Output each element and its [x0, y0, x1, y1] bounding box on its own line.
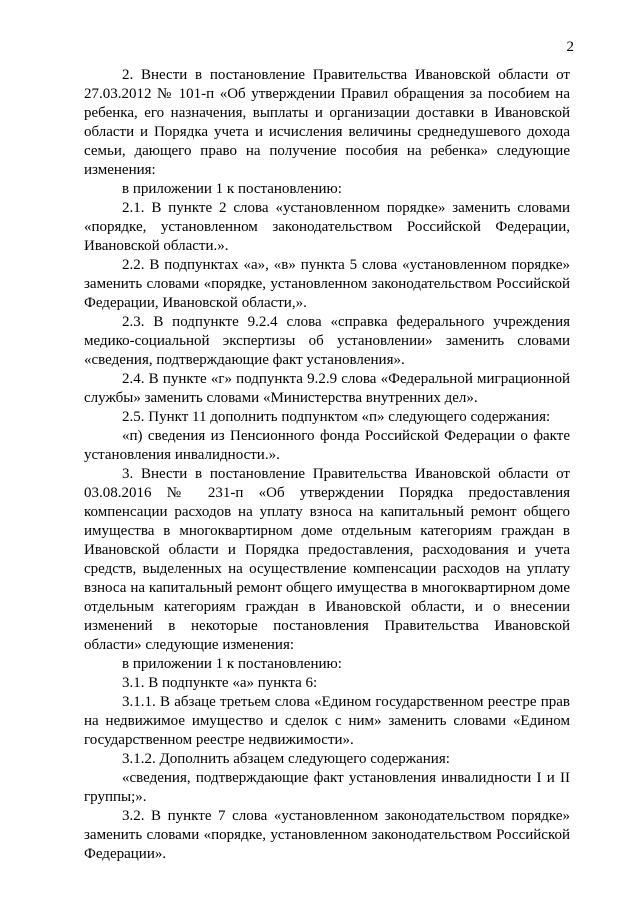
document-body: [84, 66, 570, 864]
paragraph-3-2: 3.2. В пункте 7 слова «установленном законодательством порядке» заменить словами «порядке, установленном законодательством Российской Федерации».: [84, 808, 570, 862]
paragraph-2-4: 2.4. В пункте «г» подпункта 9.2.9 слова «Федеральной миграционной службы» заменить словами «Министерства внутренних дел».: [84, 371, 570, 406]
paragraph-2: 2. Внести в постановление Правительства Ивановской области от 27.03.2012 № 101-п «Об утверждении Правил обращения за пособием на ребенка, его назначения, выплаты и организации доставки в Ивановской области и Порядка учета и исчисления величины среднедушевого дохода семьи, дающего право на получение пособия на ребенка» следующие изменения:: [84, 67, 570, 178]
page-number: 2: [566, 39, 574, 55]
paragraph-2-3: 2.3. В подпункте 9.2.4 слова «справка федерального учреждения медико-социальной экспертизы об установлении» заменить словами «сведения, подтверждающие факт установления».: [84, 314, 570, 368]
paragraph-3: 3. Внести в постановление Правительства Ивановской области от 03.08.2016 № 231-п «Об утверждении Порядка предоставления компенсации расходов на уплату взноса на капитальный ремонт общего имущества в многоквартирном доме отдельным категориям граждан в Ивановской области и Порядка предоставления, расходования и учета средств, выделенных на осуществление компенсации расходов на уплату взноса на капитальный ремонт общего имущества в многоквартирном доме отдельным категориям граждан в Ивановской области, и о внесении изменений в некоторые постановления Правительства Ивановской области» следующие изменения:: [84, 466, 570, 653]
paragraph-3-appendix: в приложении 1 к постановлению:: [122, 656, 342, 672]
paragraph-2-5: 2.5. Пункт 11 дополнить подпунктом «п» следующего содержания:: [122, 409, 551, 425]
paragraph-3-1-1: 3.1.1. В абзаце третьем слова «Едином государственном реестре прав на недвижимое имущество и сделок с ним» заменить словами «Едином государственном реестре недвижимости».: [84, 694, 570, 748]
paragraph-2-appendix: в приложении 1 к постановлению:: [122, 181, 342, 197]
paragraph-2-1: 2.1. В пункте 2 слова «установленном порядке» заменить словами «порядке, установленном законодательством Российской Федерации, Ивановской области.».: [84, 200, 570, 254]
paragraph-3-1-2: 3.1.2. Дополнить абзацем следующего содержания:: [122, 751, 450, 767]
paragraph-2-2: 2.2. В подпунктах «а», «в» пункта 5 слова «установленном порядке» заменить словами «порядке, установленном законодательством Российской Федерации, Ивановской области,».: [84, 257, 570, 311]
paragraph-2-5-content: «п) сведения из Пенсионного фонда Российской Федерации о факте установления инвалидности.».: [84, 428, 570, 463]
paragraph-3-1: 3.1. В подпункте «а» пункта 6:: [122, 675, 318, 691]
paragraph-3-1-2-content: «сведения, подтверждающие факт установления инвалидности I и II группы;».: [84, 770, 570, 805]
